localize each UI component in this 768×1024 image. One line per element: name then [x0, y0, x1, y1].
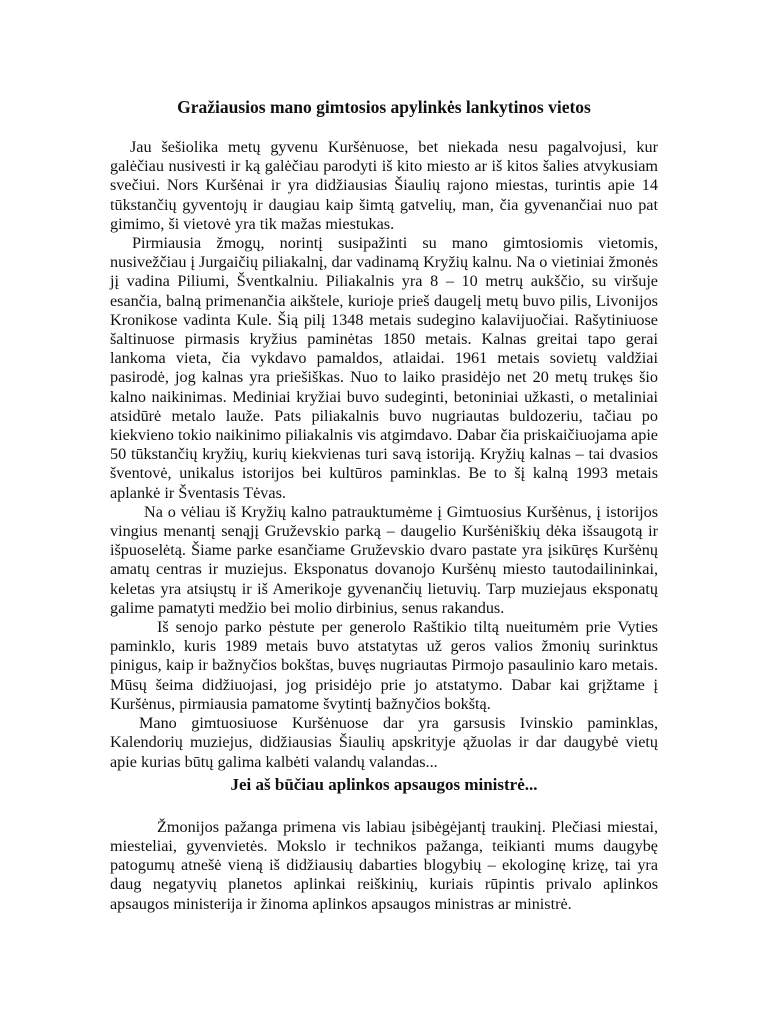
section-subtitle: Jei aš būčiau aplinkos apsaugos ministrė... [230, 774, 538, 794]
paragraph-gruzevskio-parkas: Na o vėliau iš Kryžių kalno patrauktumėme į Gimtuosius Kuršėnus, į istorijos vingius menantį senąjį Gruževskio parką – daugelio Kuršėniškių dėka išsaugotą ir išpuoselėtą. Šiame parke esančiame Gruževskio dvaro pastate yra įsikūręs Kuršėnų amatų centras ir muziejus. Eksponatus dovanojo Kuršėnų miesto tautodailininkai, keletas yra atsiųstų ir iš Amerikoje gyvenančių lietuvių. Tarp muziejaus eksponatų galime pamatyti medžio bei molio dirbinius, senus rakandus. [110, 502, 658, 617]
document-title: Gražiausios mano gimtosios apylinkės lankytinos vietos [177, 97, 591, 117]
paragraph-intro: Jau šešiolika metų gyvenu Kuršėnuose, bet niekada nesu pagalvojusi, kur galėčiau nusivesti ir ką galėčiau parodyti iš kito miesto ar iš kitos šalies atvykusiam svečiui. Nors Kuršėnai ir yra didžiausias Šiaulių rajono miestas, turintis apie 14 tūkstančių gyventojų ir daugiau kaip šimtą gatvelių, man, čia gyvenančiai nuo pat gimimo, ši vietovė yra tik mažas miestukas. [110, 138, 658, 233]
paragraph-closing: Mano gimtuosiuose Kuršėnuose dar yra garsusis Ivinskio paminklas, Kalendorių muziejus, didžiausias Šiaulių apskrityje ąžuolas ir dar daugybė vietų apie kurias būtų galima kalbėti valandų valandas... [110, 714, 658, 771]
paragraph-kryziu-kalnas: Pirmiausia žmogų, norintį susipažinti su mano gimtosiomis vietomis, nusivežčiau į Jurgaičių piliakalnį, dar vadinamą Kryžių kalnu. Na o vietiniai žmonės jį vadina Piliumi, Šventkalniu. Piliakalnis yra 8 – 10 metrų aukščio, su viršuje esančia, balną primenančia aikštele, kurioje prieš daugelį metų buvo pilis, Livonijos Kronikose vadinta Kule. Šią pilį 1348 metais sudegino kalavijuočiai. Rašytiniuose šaltinuose pirmasis kryžius paminėtas 1850 metais. Kalnas greitai tapo gerai lankoma vieta, čia vykdavo pamaldos, atlaidai. 1961 metais sovietų valdžiai pasirodė, jog kalnas yra priešiškas. Nuo to laiko prasidėjo net 20 metų trukęs šio kalno naikinimas. Mediniai kryžiai buvo sudeginti, betoniniai užkasti, o metaliniai atsidūrė metalo lauže. Pats piliakalnis buvo nugriautas buldozeriu, tačiau po kiekvieno tokio naikinimo piliakalnis vis atgimdavo. Dabar čia priskaičiuojama apie 50 tūkstančių kryžių, kurių kiekvienas turi savą istoriją. Kryžių kalnas – tai dvasios šventovė, unikalus istorijos bei kultūros paminklas. Be to šį kalną 1993 metais aplankė ir Šventasis Tėvas. [110, 234, 658, 502]
document-page [110, 96, 658, 914]
paragraph-vyties-paminklas: Iš senojo parko pėstute per generolo Raštikio tiltą nueitumėm prie Vyties paminklo, kuris 1989 metais buvo atstatytas už geros valios žmonių surinktus pinigus, kaip ir bažnyčios bokštas, buvęs nugriautas Pirmojo pasaulinio karo metais. Mūsų šeima didžiuojasi, jog prisidėjo prie jo atstatymo. Dabar kai grįžtame į Kuršėnus, pirmiausia pamatome švytintį bažnyčios bokštą. [110, 618, 658, 713]
paragraph-ecology: Žmonijos pažanga primena vis labiau įsibėgėjantį traukinį. Plečiasi miestai, miesteliai, gyvenvietės. Mokslo ir technikos pažanga, teikianti mums daugybę patogumų atnešė vieną iš didžiausių dabarties blogybių – ekologinę krizę, tai yra daug negatyvių planetos aplinkai reiškinių, kuriais rūpintis privalo aplinkos apsaugos ministerija ir žinoma aplinkos apsaugos ministras ar ministrė. [110, 817, 658, 913]
